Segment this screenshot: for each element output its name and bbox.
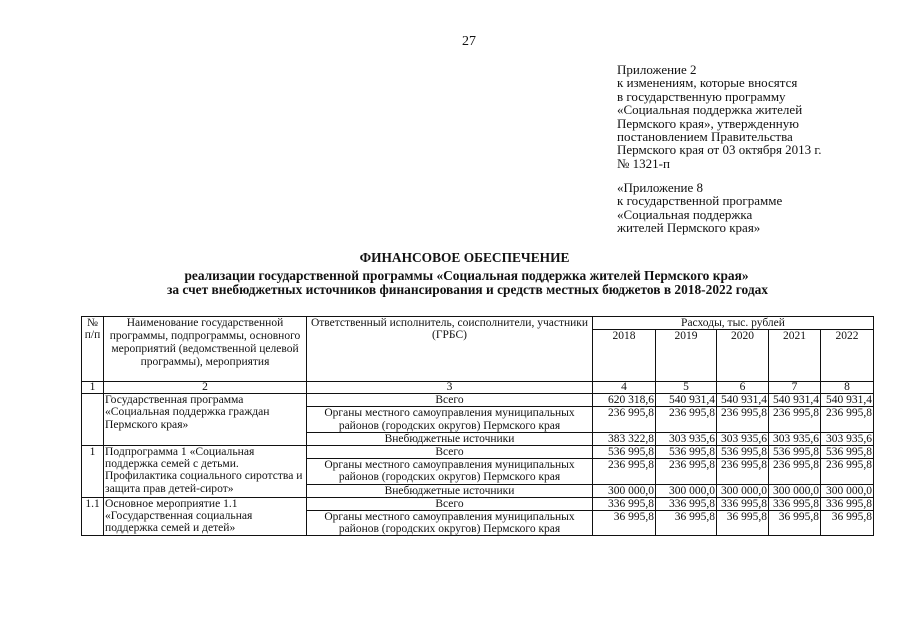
expense-value: 336 995,8 — [717, 497, 769, 510]
expense-value: 536 995,8 — [656, 446, 717, 459]
column-index: 2 — [104, 382, 307, 394]
expense-value: 540 931,4 — [717, 394, 769, 407]
expense-value: 300 000,0 — [821, 484, 874, 497]
row-number: 1.1 — [82, 497, 104, 536]
expense-value: 236 995,8 — [769, 407, 821, 432]
expense-value: 236 995,8 — [656, 407, 717, 432]
expense-value: 336 995,8 — [656, 497, 717, 510]
expense-value: 36 995,8 — [593, 511, 656, 536]
executor-cell: Всего — [307, 446, 593, 459]
program-name: Государственная программа «Социальная поддержка граждан Пермского края» — [104, 394, 307, 446]
column-index: 1 — [82, 382, 104, 394]
expense-value: 236 995,8 — [717, 407, 769, 432]
expense-value: 36 995,8 — [821, 511, 874, 536]
program-name: Основное мероприятие 1.1 «Государственная социальная поддержка семей и детей» — [104, 497, 307, 536]
executor-cell: Органы местного самоуправления муниципальных районов (городских округов) Пермского края — [307, 459, 593, 484]
document-subtitle: реализации государственной программы «Социальная поддержка жителей Пермского края» — [184, 268, 749, 283]
appendix-line: № 1321-п — [617, 155, 670, 171]
expense-value: 300 000,0 — [593, 484, 656, 497]
column-index: 5 — [656, 382, 717, 394]
executor-cell: Органы местного самоуправления муниципальных районов (городских округов) Пермского края — [307, 511, 593, 536]
expense-value: 303 935,6 — [717, 432, 769, 445]
expense-value: 300 000,0 — [656, 484, 717, 497]
header-executor: Ответственный исполнитель, соисполнители, участники (ГРБС) — [307, 317, 593, 382]
executor-cell: Внебюджетные источники — [307, 484, 593, 497]
header-name: Наименование государственной программы, подпрограммы, основного мероприятий (ведомственной целевой программы), мероприятия — [104, 317, 307, 382]
table-row — [82, 497, 874, 510]
expense-value: 536 995,8 — [821, 446, 874, 459]
expense-value: 536 995,8 — [593, 446, 656, 459]
expense-value: 236 995,8 — [593, 407, 656, 432]
financing-table — [81, 316, 874, 536]
expense-value: 336 995,8 — [593, 497, 656, 510]
document-subtitle-2: за счет внебюджетных источников финансирования и средств местных бюджетов в 2018-2022 годах — [167, 282, 768, 297]
expense-value: 536 995,8 — [717, 446, 769, 459]
column-index: 6 — [717, 382, 769, 394]
header-expenses: Расходы, тыс. рублей — [593, 317, 874, 330]
expense-value: 236 995,8 — [821, 459, 874, 484]
executor-cell: Всего — [307, 394, 593, 407]
header-num: № п/п — [82, 317, 104, 382]
executor-cell: Внебюджетные источники — [307, 432, 593, 445]
appendix-line: «Социальная поддержка — [617, 206, 753, 222]
table-row — [82, 446, 874, 459]
appendix-note — [617, 63, 822, 170]
expense-value: 236 995,8 — [717, 459, 769, 484]
header-row — [82, 317, 874, 330]
expense-value: 303 935,6 — [769, 432, 821, 445]
expense-value: 540 931,4 — [769, 394, 821, 407]
document-title: ФИНАНСОВОЕ ОБЕСПЕЧЕНИЕ — [359, 250, 570, 265]
expense-value: 336 995,8 — [821, 497, 874, 510]
expense-value: 620 318,6 — [593, 394, 656, 407]
expense-value: 540 931,4 — [656, 394, 717, 407]
header-year: 2019 — [656, 330, 717, 382]
header-year: 2022 — [821, 330, 874, 382]
expense-value: 236 995,8 — [593, 459, 656, 484]
appendix-line: Пермского края от 03 октября 2013 г. — [617, 142, 822, 158]
expense-value: 36 995,8 — [717, 511, 769, 536]
expense-value: 300 000,0 — [769, 484, 821, 497]
executor-cell: Органы местного самоуправления муниципальных районов (городских округов) Пермского края — [307, 407, 593, 432]
column-index: 8 — [821, 382, 874, 394]
appendix-line: к изменениям, которые вносятся — [617, 75, 798, 91]
expense-value: 536 995,8 — [769, 446, 821, 459]
row-number: 1 — [82, 446, 104, 498]
header-year: 2021 — [769, 330, 821, 382]
expense-value: 540 931,4 — [821, 394, 874, 407]
expense-value: 300 000,0 — [717, 484, 769, 497]
expense-value: 36 995,8 — [656, 511, 717, 536]
page-number: 27 — [462, 34, 476, 49]
appendix-line: «Приложение 8 — [617, 180, 704, 195]
appendix-line: жителей Пермского края» — [617, 220, 761, 236]
appendix-line: в государственную программу — [617, 88, 786, 104]
table-row — [82, 394, 874, 407]
appendix-line: Пермского края», утвержденную — [617, 115, 799, 131]
expense-value: 383 322,8 — [593, 432, 656, 445]
column-index: 3 — [307, 382, 593, 394]
appendix-line: «Социальная поддержка жителей — [617, 102, 803, 118]
column-index-row — [82, 382, 874, 394]
row-number — [82, 394, 104, 446]
header-year: 2020 — [717, 330, 769, 382]
appendix-line: постановлением Правительства — [617, 129, 793, 145]
expense-value: 36 995,8 — [769, 511, 821, 536]
column-index: 7 — [769, 382, 821, 394]
executor-cell: Всего — [307, 497, 593, 510]
header-year: 2018 — [593, 330, 656, 382]
expense-value: 236 995,8 — [821, 407, 874, 432]
expense-value: 303 935,6 — [656, 432, 717, 445]
program-name: Подпрограмма 1 «Социальная поддержка семей с детьми. Профилактика социального сиротства и защита прав детей-сирот» — [104, 446, 307, 498]
appendix-8-note — [617, 181, 782, 235]
expense-value: 236 995,8 — [656, 459, 717, 484]
column-index: 4 — [593, 382, 656, 394]
expense-value: 303 935,6 — [821, 432, 874, 445]
expense-value: 336 995,8 — [769, 497, 821, 510]
appendix-line: к государственной программе — [617, 193, 783, 209]
appendix-line: Приложение 2 — [617, 62, 697, 77]
expense-value: 236 995,8 — [769, 459, 821, 484]
